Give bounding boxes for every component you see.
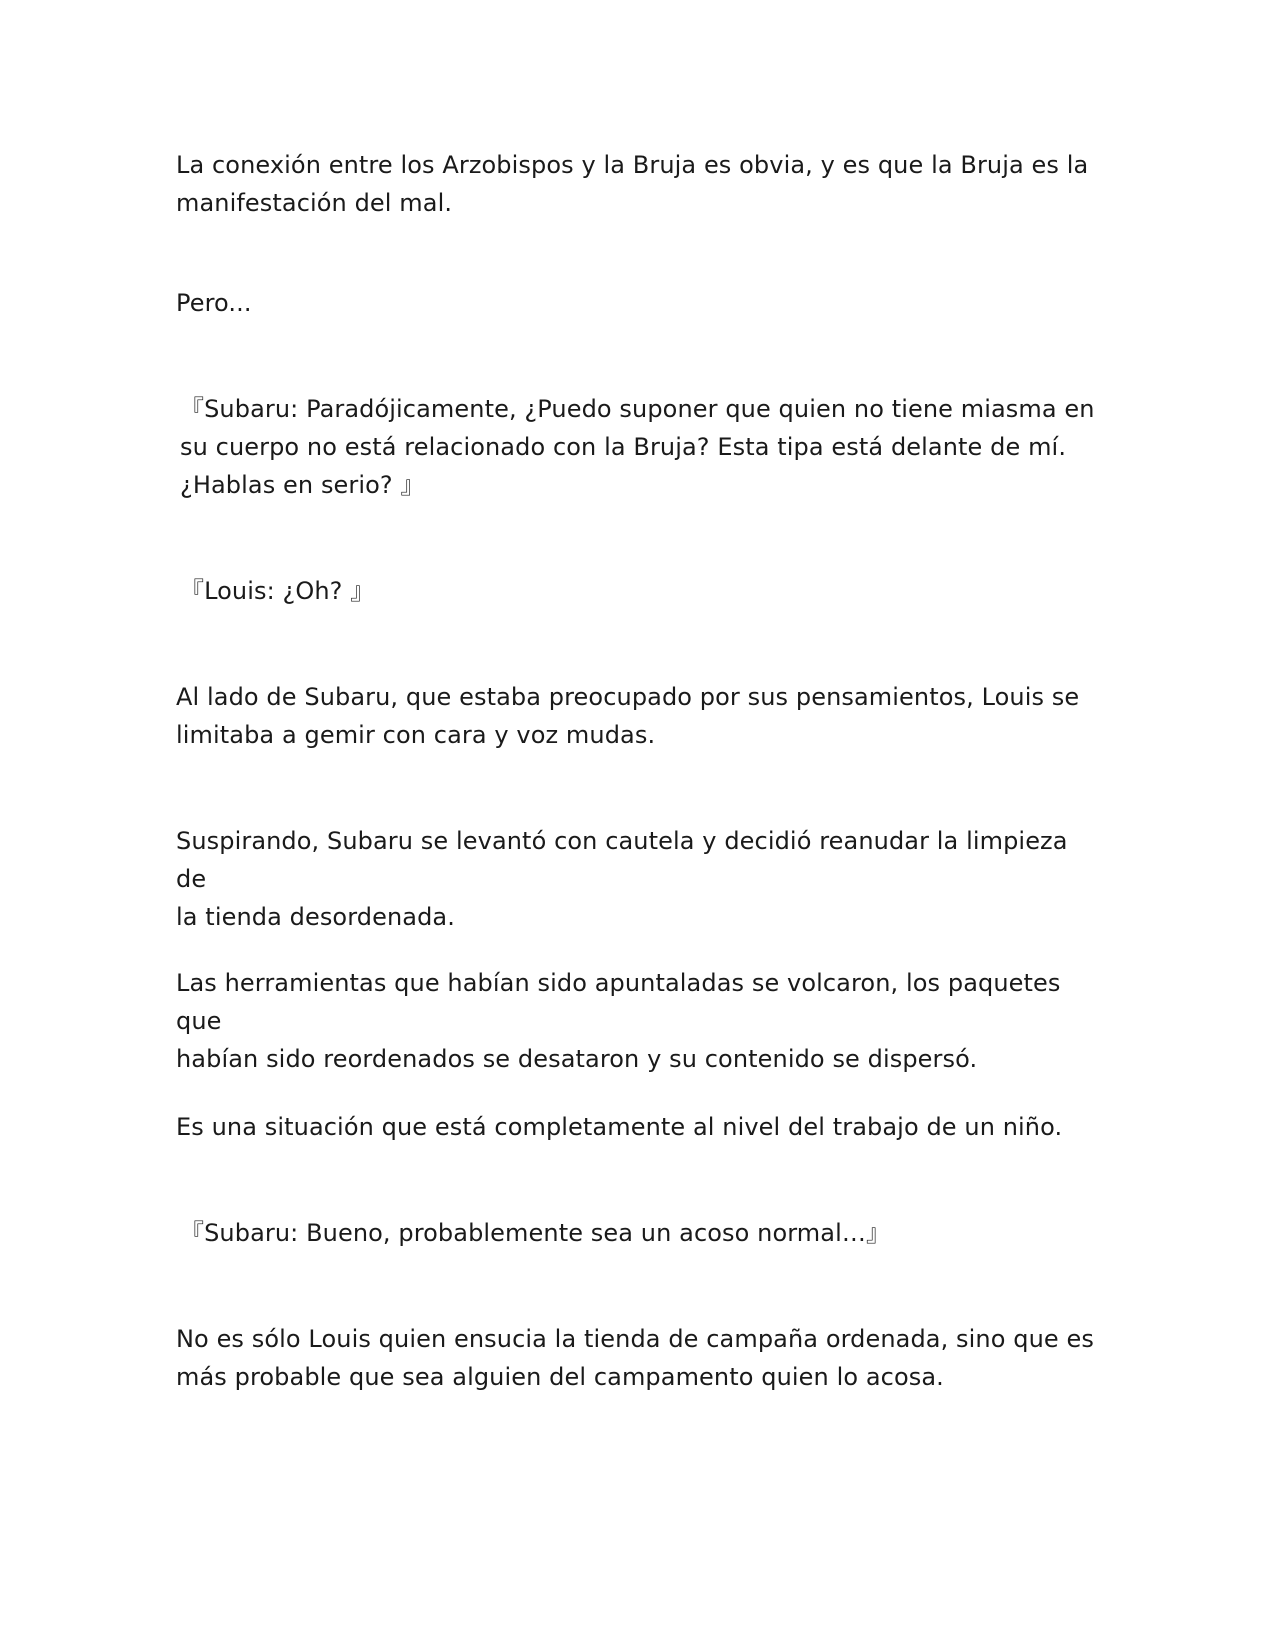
paragraph-herramientas: Las herramientas que habían sido apuntaladas se volcaron, los paquetes que habían sido reordenados se desataron y su contenido se dispersó. xyxy=(176,969,1061,1073)
paragraph-situacion-nino: Es una situación que está completamente al nivel del trabajo de un niño. xyxy=(176,1113,1063,1141)
paragraph-pero: Pero... xyxy=(176,289,252,317)
paragraph-arzobispos-bruja: La conexión entre los Arzobispos y la Bruja es obvia, y es que la Bruja es la manifestación del mal. xyxy=(176,151,1089,217)
paragraph-louis-gemir: Al lado de Subaru, que estaba preocupado por sus pensamientos, Louis se limitaba a gemir con cara y voz mudas. xyxy=(176,683,1080,749)
paragraph-campamento-acosa: No es sólo Louis quien ensucia la tienda de campaña ordenada, sino que es más probable que sea alguien del campamento quien lo acosa. xyxy=(176,1325,1094,1391)
paragraph-subaru-limpieza: Suspirando, Subaru se levantó con cautela y decidió reanudar la limpieza de la tienda desordenada. xyxy=(176,827,1068,931)
dialogue-subaru-miasma: 『Subaru: Paradójicamente, ¿Puedo suponer que quien no tiene miasma en su cuerpo no está relacionado con la Bruja? Esta tipa está delante de mí. ¿Hablas en serio? 』 xyxy=(180,395,1095,499)
dialogue-louis-oh: 『Louis: ¿Oh? 』 xyxy=(180,577,375,605)
dialogue-subaru-acoso: 『Subaru: Bueno, probablemente sea un acoso normal…』 xyxy=(180,1219,891,1247)
